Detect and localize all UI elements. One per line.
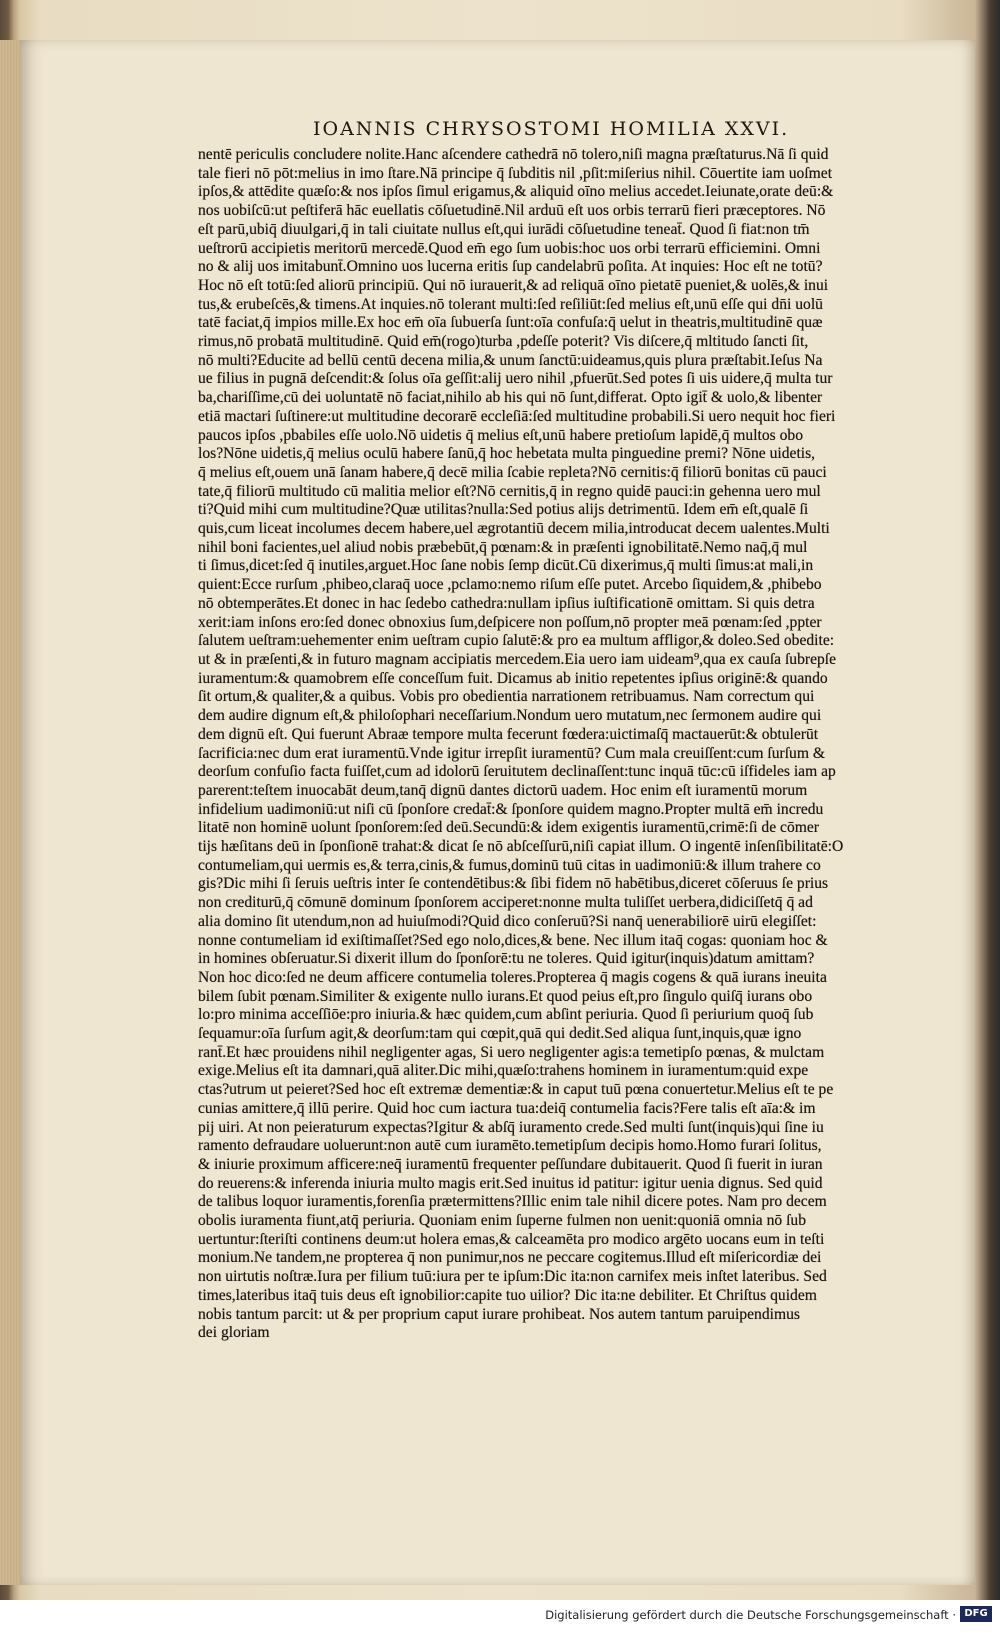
text-line: ueſtrorū accipietis meritorū mercedē.Quod em̄ ego ſum uobis:hoc uos orbi terrarū efficiemini. Omni xyxy=(198,239,821,257)
text-line: ut & in præſenti,& in futuro magnam accipiatis mercedem.Eia uero iam uideam⁹,qua ex cauſa ſubrepſe xyxy=(198,650,837,668)
text-line: nobis tantum parcit: ut & per proprium caput iurare prohibeat. Nos autem tantum paruipendimus xyxy=(198,1305,800,1323)
text-line: ſacrificia:nec dum erat iuramentū.Vnde igitur irrepſit iuramentū? Cum mala creuiſſent:cum ſurſum & xyxy=(198,744,826,762)
footer-bar xyxy=(0,1600,1000,1635)
dfg-logo: DFG xyxy=(960,1606,992,1622)
text-line: tate,q̄ filiorū multitudo cū malitia melior eſt?Nō cernitis,q̄ in regno quidē pauci:in gehenna uero mul xyxy=(198,482,821,500)
text-line: lo:pro minima acceſſiōe:pro iniuria.& hæc quidem,cum abſint periuria. Quod ſi periurium quoq̄ ſub xyxy=(198,1006,814,1024)
text-line: ſit ortum,& qualiter,& a quibus. Vobis pro obedientia narrationem retribuamus. Nam correctum qui xyxy=(198,688,815,706)
text-line: tale fieri nō pōt:melius in imo ſtare.Nā principe q̄ ſubditis nil ,pſit:miſerius nihil. Cōuertite iam uoſmet xyxy=(198,164,833,182)
text-line: obolis iuramenta fiunt,atq̄ periuria. Quoniam enim ſuperne fulmen non uenit:quoniā omnia nō ſub xyxy=(198,1212,807,1230)
text-line: litatē non hominē uolunt ſponſorem:ſed deū.Secundū:& idem exigentis iuramentū,crimē:ſi de cōmer xyxy=(198,819,820,837)
text-line: rimus,nō probatā multitudinē. Quid em̄(rogo)turba ,pdeſſe poterit? Vis diſcere,q̄ mltitudo ſancti ſit, xyxy=(198,333,809,351)
text-line: ſalutem ueſtram:uehementer enim ueſtram cupio ſalutē:& pro ea multum affligor,& doleo.Sed obedite: xyxy=(198,632,835,650)
text-line: nihil boni facientes,uel aliud nobis præbebūt,q̄ pœnam:& in præſenti ignobilitatē.Nemo naq̄,q̄ mul xyxy=(198,538,808,556)
text-line: non crediturū,q̄ cōmunē dominum ſponſorem acciperet:nonne multa tuliſſet uerbera,didiciſſetq̄ q̄ ad xyxy=(198,894,813,912)
text-line: nō multi?Educite ad bellū centū decena milia,& unum ſanctū:uideamus,quis plura præſtabit.Ieſus Na xyxy=(198,351,823,369)
text-line: ramento defraudare uoluerunt:non autē cum iuramēto.temetipſum decipis homo.Homo furari ſolitus, xyxy=(198,1137,822,1155)
text-line: eſt parū,ubiq̄ diuulgari,q̄ in tali ciuitate nullus eſt,qui iurādi cōſuetudine teneat̄. Quod ſi fiat:non tm̄ xyxy=(198,220,810,238)
text-line: contumeliam,qui uermis es,& terra,cinis,& fumus,dominū tuū citas in uadimoniū:& illum trahere co xyxy=(198,856,821,874)
text-line: tatē faciat,q̄ impios mille.Ex hoc em̄ oīa ſubuerſa ſunt:oīa confuſa:q̄ uelut in theatris,multitudinē quæ xyxy=(198,314,823,332)
text-line: alia domino ſit utendum,non ad huiuſmodi?Quid dico conſeruū?Si nanq̄ uenerabiliorē uirū elegiſſet: xyxy=(198,912,817,930)
text-line: ipſos,& attēdite quæſo:& nos ipſos ſimul erigamus,& aliquid oīno melius accedet.Ieiunate,orate deū:& xyxy=(198,183,834,201)
text-line: tijs hæſitans deū in ſponſionē trahat:& dicat ſe nō abſceſſurū,niſi capiat illum. O ingentē inſenſibilitatē:O xyxy=(198,838,844,856)
text-line: etiā mactari ſuſtinere:ut multitudine decorarē eccleſiā:ſed multitudine probabili.Si uero nequit hoc fieri xyxy=(198,407,836,425)
text-line: non uirtutis noſtræ.Iura per filium tuū:iura per te ipſum:Dic ita:non carnifex meis inſtet lateribus. Sed xyxy=(198,1268,827,1286)
page-edges xyxy=(0,40,22,1585)
text-line: cunias amittere,q̄ illū perire. Quid hoc cum iactura tua:deiq̄ contumelia facis?Fere talis eſt aīa:& im xyxy=(198,1099,816,1117)
text-line: iuramentum:& quamobrem eſſe conceſſum fuit. Dicamus ab initio repetentes ipſius originē:& quando xyxy=(198,669,828,687)
text-line: quis,cum liceat incolumes decem habere,uel ægrotantiū decem milia,introducat decem ualentes.Multi xyxy=(198,520,830,538)
text-line: exige.Melius eſt ita damnari,quā aliter.Dic mihi,quæſo:trahens hominem in iuramentum:quid expe xyxy=(198,1062,809,1080)
text-line: uertuntur:ſteriſti continens deum:ut holera emas,& calceamēta pro modico argēto uocans eum in teſti xyxy=(198,1230,825,1248)
text-line: parerent:teſtem inuocabāt deum,tanq̄ dignū dantes dictorū uadem. Hoc enim eſt iuramentū morum xyxy=(198,781,808,799)
text-line: ſequamur:oīa ſurſum agit,& deorſum:tam qui cœpit,quā qui dedit.Sed aliqua ſunt,inquis,quæ igno xyxy=(198,1025,802,1043)
text-line: los?Nōne uidetis,q̄ melius oculū habere ſanū,q̄ hoc hebetata multa pinguedine premi? Nōne uidetis, xyxy=(198,445,816,463)
text-line: nos uobiſcū:ut peſtiferā hāc euellatis cōſuetudinē.Nil arduū eſt uos orbis terrarū fieri præceptores. Nō xyxy=(198,202,826,220)
text-line: infidelium uadimoniū:ut niſi cū ſponſore credat̄:& ſponſore quidem magno.Propter multā em̄ incredu xyxy=(198,800,824,818)
text-line: ba,chariſſime,cū dei uoluntatē nō faciat,nihilo ab his qui nō ſunt,differat. Opto igit̄ & uolo,& libenter xyxy=(198,389,823,407)
text-line: no & alij uos imitabunt̄.Omnino uos lucerna eritis ſup candelabrū poſita. At inquies: Hoc eſt ne totū? xyxy=(198,258,823,276)
text-line: dem audire dignum eſt,& philoſophari neceſſarium.Nondum uero mutatum,nec ſermonem audire qui xyxy=(198,707,822,725)
text-line: monium.Ne tandem,ne propterea q̄ non punimur,nos ne peccare cogitemus.Illud eſt miſericordiæ dei xyxy=(198,1249,822,1267)
text-line: de talibus loquor iuramentis,forenſia prætermittens?Illic enim tale nihil dicere potes. Nam pro decem xyxy=(198,1193,827,1211)
text-line: nentē periculis concludere nolite.Hanc aſcendere cathedrā nō tolero,niſi magna præſtaturus.Nā ſi quid xyxy=(198,146,829,163)
text-line: times,lateribus itaq̄ tuis deus eſt ignobilior:capite tuo uilior? Dic ita:ne debiliter. Et Chriſtus quidem xyxy=(198,1286,817,1304)
text-line: ti?Quid mihi cum multitudine?Quæ utilitas?nulla:Sed potius alijs detrimentū. Idem em̄ eſt,qualē ſi xyxy=(198,501,809,519)
running-header: IOANNIS CHRYSOSTOMI HOMILIA XXVI. xyxy=(313,118,790,140)
digitization-credit: Digitalisierung gefördert durch die Deutsche Forschungsgemeinschaft · xyxy=(545,1608,956,1622)
text-line: xerit:iam inſons ero:ſed donec obnoxius ſum,deſpicere non poſſum,nō propter meā pœnam:ſed ,ppter xyxy=(198,613,822,631)
text-line: q̄ melius eſt,ouem unā ſanam habere,q̄ decē milia ſcabie repleta?Nō cernitis:q̄ filiorū bonitas cū pauci xyxy=(198,463,827,481)
text-line: nō obtemperātes.Et donec in hac ſedebo cathedra:nullam ipſius iuſtificationē omittam. Si quis detra xyxy=(198,594,815,612)
text-line: deorſum confuſio facta fuiſſet,cum ad idolorū ſeruitutem declinaſſent:tunc inquā tūc:cū iſfideles iam ap xyxy=(198,763,836,781)
text-line: gis?Dic mihi ſi ſeruis ueſtris inter ſe contendētibus:& ſibi fidem nō habētibus,diceret cōſeruus ſe prius xyxy=(198,875,829,893)
text-line: dei gloriam xyxy=(198,1324,270,1342)
text-line: ti ſimus,dicet:ſed q̄ inutiles,arguet.Hoc ſane nobis ſemp dicūt.Cū dixerimus,q̄ multi ſimus:at mali,in xyxy=(198,557,814,575)
text-line: in homines obſeruatur.Si dixerit illum do ſponſorē:tu ne toleres. Quid igitur(inquis)datum amittam? xyxy=(198,950,815,968)
text-line: tus,& erubeſcēs,& timens.At inquies.nō tolerant multi:ſed reſiliūt:ſed melius eſt,unū eſſe qui dn̄i uolū xyxy=(198,295,823,313)
text-line: nonne contumeliam id exiſtimaſſet?Sed ego nolo,dices,& bene. Nec illum itaq̄ cogas: quoniam hoc & xyxy=(198,931,828,949)
text-line: Hoc nō eſt totū:ſed aliorū principiū. Qui nō iurauerit,& ad reliquā oīno pietatē pueniet,& uolēs,& inui xyxy=(198,276,829,294)
text-line: quient:Ecce rurſum ,phibeo,claraq̄ uoce ,pclamo:nemo riſum eſſe putet. Arcebo ſiquidem,& ,phibebo xyxy=(198,576,822,594)
text-line: paucos ipſos ,pbabiles eſſe uolo.Nō uidetis q̄ melius eſt,unū habere pretioſum lapidē,q̄ multos obo xyxy=(198,426,804,444)
text-line: ctas?utrum ut peieret?Sed hoc eſt extremæ dementiæ:& in caput tuū pœna conuertetur.Melius eſt te pe xyxy=(198,1081,834,1099)
text-line: bilem ſubit pœnam.Similiter & exigente nullo iurans.Et quod peius eſt,pro ſingulo quiſq̄ iurans obo xyxy=(198,987,813,1005)
text-line: & iniurie proximum afficere:neq̄ iuramentū frequenter peſſundare dubitauerit. Quod ſi fuerit in iuran xyxy=(198,1155,823,1173)
text-line: rant̄.Et hæc prouidens nihil negligenter agas, Si uero negligenter agis:a temetipſo pœnas, & mulctam xyxy=(198,1043,825,1061)
body-text xyxy=(198,146,936,1343)
text-line: Non hoc dico:ſed ne deum afficere contumelia toleres.Propterea q̄ magis cogens & quā iurans ineuita xyxy=(198,968,827,986)
text-line: ue filius in pugnā deſcendit:& ſolus oīa geſſit:alij uero nihil ,pfuerūt.Sed potes ſi uis uidere,q̄ multa tur xyxy=(198,370,833,388)
text-line: dem dignū eſt. Qui fuerunt Abraæ tempore multa fecerunt fœdera:uictimaſq̄ mactauerūt:& obtulerūt xyxy=(198,725,819,743)
text-line: do reuerens:& inferenda iniuria multo magis erit.Sed inuitus id patitur: igitur uenia dignus. Sed quid xyxy=(198,1174,823,1192)
text-line: pij uiri. At non peieraturum expectas?Igitur & abſq̄ iuramento crede.Sed multi ſunt(inquis)qui ſine iu xyxy=(198,1118,824,1136)
